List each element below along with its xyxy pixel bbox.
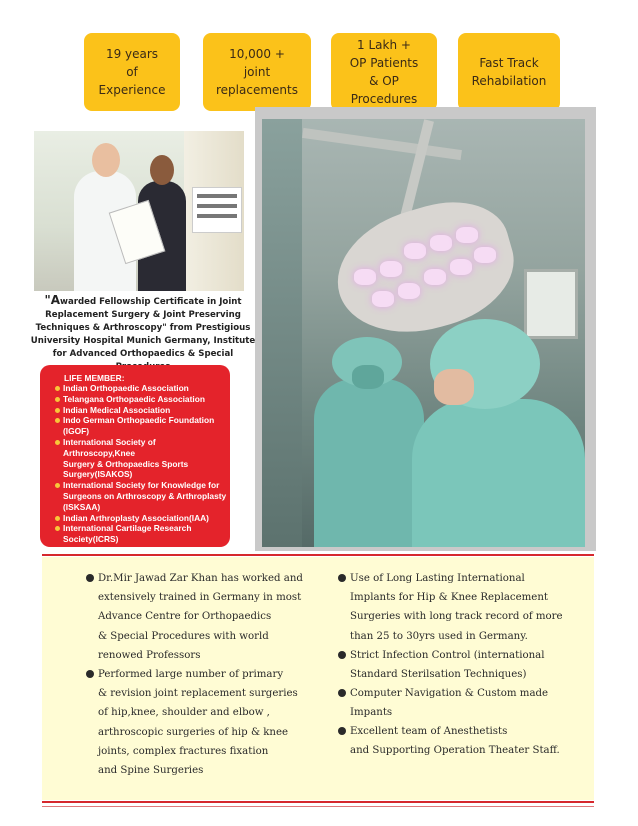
bullet-icon	[55, 408, 60, 413]
highlight-right-3: Computer Navigation & Custom made Impants	[350, 684, 590, 722]
bullet-icon	[338, 651, 346, 659]
bullet-icon	[86, 670, 94, 678]
bullet-icon	[55, 386, 60, 391]
highlight-left-1: Dr.Mir Jawad Zar Khan has worked and extensively trained in Germany in most Advance Centre for Orthopaedics & Special Procedures with world renowed Professors	[98, 569, 328, 665]
bullet-icon	[55, 440, 60, 445]
divider-bottom-thin	[42, 806, 594, 807]
member-item: Indian Orthopaedic Association	[57, 383, 229, 394]
member-item: Telangana Orthopaedic Association	[57, 394, 229, 405]
bullet-icon	[86, 574, 94, 582]
highlight-right-2: Strict Infection Control (international Standard Sterilsation Techniques)	[350, 646, 590, 684]
stat-badge-rehabilitation: Fast Track Rehabilation	[458, 33, 560, 111]
award-caption: "Awarded Fellowship Certificate in Joint Replacement Surgery & Joint Preserving Techniques & Arthroscopy" from Prestigious University Hospital Munich Germany, Institute for Advanced Orthopaedics & Special	[30, 293, 256, 359]
member-item: International Cartilage Research Society(ICRS)	[57, 523, 229, 545]
bullet-icon	[338, 574, 346, 582]
life-member-heading: LIFE MEMBER:	[64, 373, 125, 383]
stat-badge-experience: 19 years of Experience	[84, 33, 180, 111]
member-item: International Society of Arthroscopy,Knee Surgery & Orthopaedics Sports Surgery(ISAKOS)	[57, 437, 229, 480]
bullet-icon	[55, 516, 60, 521]
stat-badge-joint-replacements: 10,000 + joint replacements	[203, 33, 311, 111]
member-item: Indian Medical Association	[57, 405, 229, 416]
member-item: Indian Arthroplasty Association(IAA)	[57, 513, 229, 524]
bullet-icon	[338, 689, 346, 697]
bullet-icon	[338, 727, 346, 735]
member-list	[57, 383, 229, 545]
divider-top	[42, 554, 594, 556]
highlight-right-1: Use of Long Lasting International Implants for Hip & Knee Replacement Surgeries with long track record of more than 25 to 30yrs used in Germany.	[350, 569, 590, 646]
member-item: International Society for Knowledge for Surgeons on Arthroscopy & Arthroplasty (ISKSAA)	[57, 480, 229, 512]
operating-room-photo	[262, 119, 585, 547]
life-member-box	[40, 365, 230, 547]
highlight-left-2: Performed large number of primary & revision joint replacement surgeries of hip,knee, shoulder and elbow , arthroscopic surgeries of hip & knee joints, complex fractures fixation and Spine Surgeries	[98, 665, 328, 780]
stat-badge-op-patients: 1 Lakh + OP Patients & OP Procedures	[331, 33, 437, 111]
bullet-icon	[55, 397, 60, 402]
bullet-icon	[55, 526, 60, 531]
divider-bottom	[42, 801, 594, 803]
bullet-icon	[55, 483, 60, 488]
member-item: Indo German Orthopaedic Foundation (IGOF)	[57, 415, 229, 437]
bullet-icon	[55, 418, 60, 423]
award-photo	[34, 131, 244, 291]
highlight-right-4: Excellent team of Anesthetists and Supporting Operation Theater Staff.	[350, 722, 590, 760]
